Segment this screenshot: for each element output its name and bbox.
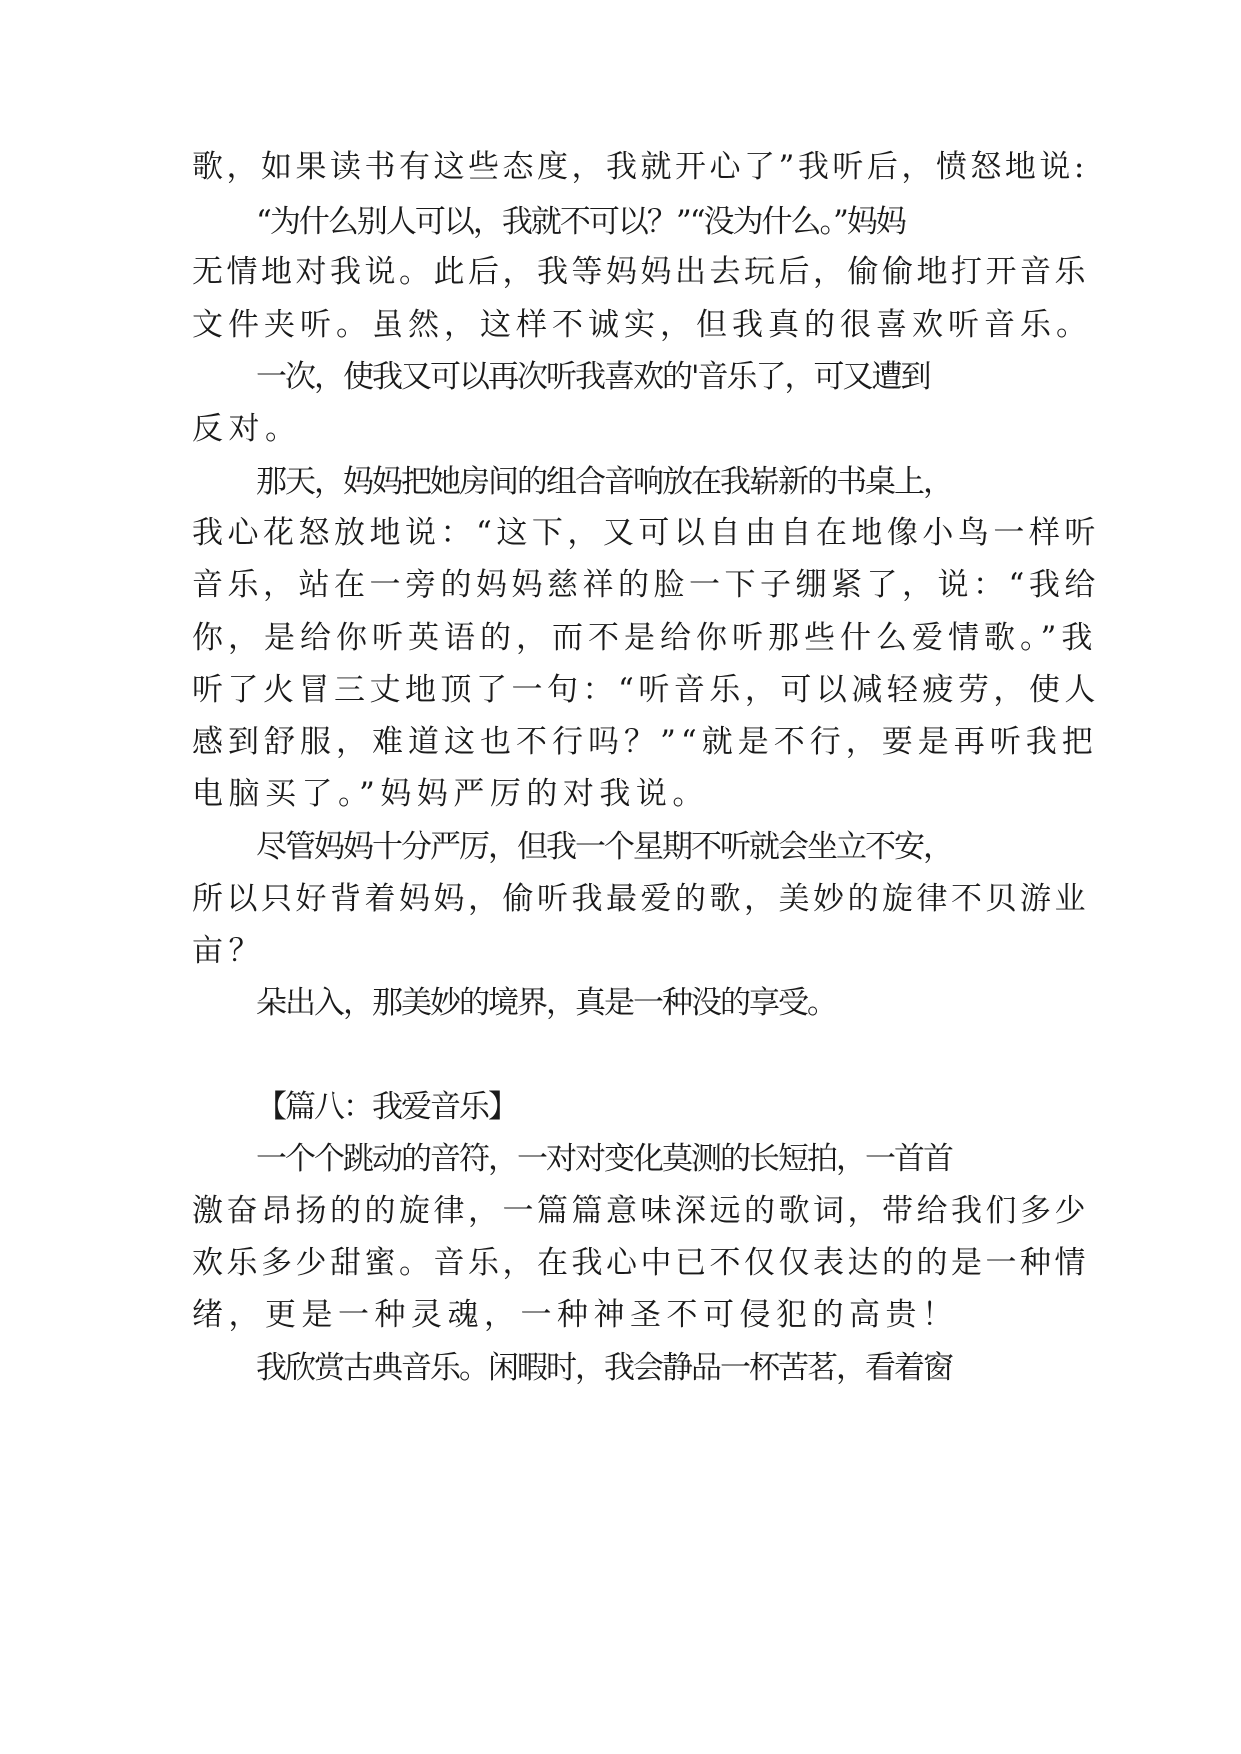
text-line: 文件夹听。虽然，这样不诚实，但我真的很喜欢听音乐。	[192, 307, 1092, 343]
text-line: 欢乐多少甜蜜。音乐，在我心中已不仅仅表达的的是一种情	[192, 1245, 1089, 1281]
text-line: 音乐，站在一旁的妈妈慈祥的脸一下子绷紧了，说：“我给	[192, 567, 1100, 603]
text-line: 激奋昂扬的的旋律，一篇篇意味深远的歌词，带给我们多少	[192, 1193, 1089, 1229]
text-line: 那天，妈妈把她房间的组合音响放在我崭新的书桌上，	[256, 464, 952, 500]
text-line: 一次，使我又可以再次听我喜欢的'音乐了，可又遭到	[256, 359, 930, 395]
text-line: 听了火冒三丈地顶了一句：“听音乐，可以减轻疲劳，使人	[192, 672, 1100, 708]
text-line: 绪，更是一种灵魂，一种神圣不可侵犯的高贵！	[192, 1297, 959, 1333]
text-line: 反对。	[192, 411, 302, 447]
text-line: 亩？	[192, 933, 265, 969]
text-line: 无情地对我说。此后，我等妈妈出去玩后，偷偷地打开音乐	[192, 254, 1089, 290]
text-line: 我心花怒放地说：“这下，又可以自由自在地像小鸟一样听	[192, 515, 1100, 551]
text-line: 所以只好背着妈妈，偷听我最爱的歌，美妙的旋律不贝游业	[192, 881, 1089, 917]
text-line: 朵出入，那美妙的境界，真是一种没的享受。	[256, 985, 836, 1021]
text-line: 一个个跳动的音符，一对对变化莫测的长短拍，一首首	[256, 1141, 952, 1177]
section-heading: 【篇八：我爱音乐】	[256, 1089, 517, 1125]
text-line: 我欣赏古典音乐。闲暇时，我会静品一杯苦茗，看着窗	[256, 1350, 952, 1386]
text-line: 感到舒服，难道这也不行吗？”“就是不行，要是再听我把	[192, 724, 1098, 760]
text-line: 电脑买了。”妈妈严厉的对我说。	[192, 776, 709, 812]
text-line: “为什么别人可以，我就不可以？”“没为什么。”妈妈	[256, 204, 905, 240]
text-line: 歌，如果读书有这些态度，我就开心了”我听后，愤怒地说:	[192, 149, 1088, 185]
text-line: 尽管妈妈十分严厉，但我一个星期不听就会坐立不安，	[256, 829, 952, 865]
text-line: 你，是给你听英语的，而不是给你听那些什么爱情歌。”我	[192, 620, 1098, 656]
